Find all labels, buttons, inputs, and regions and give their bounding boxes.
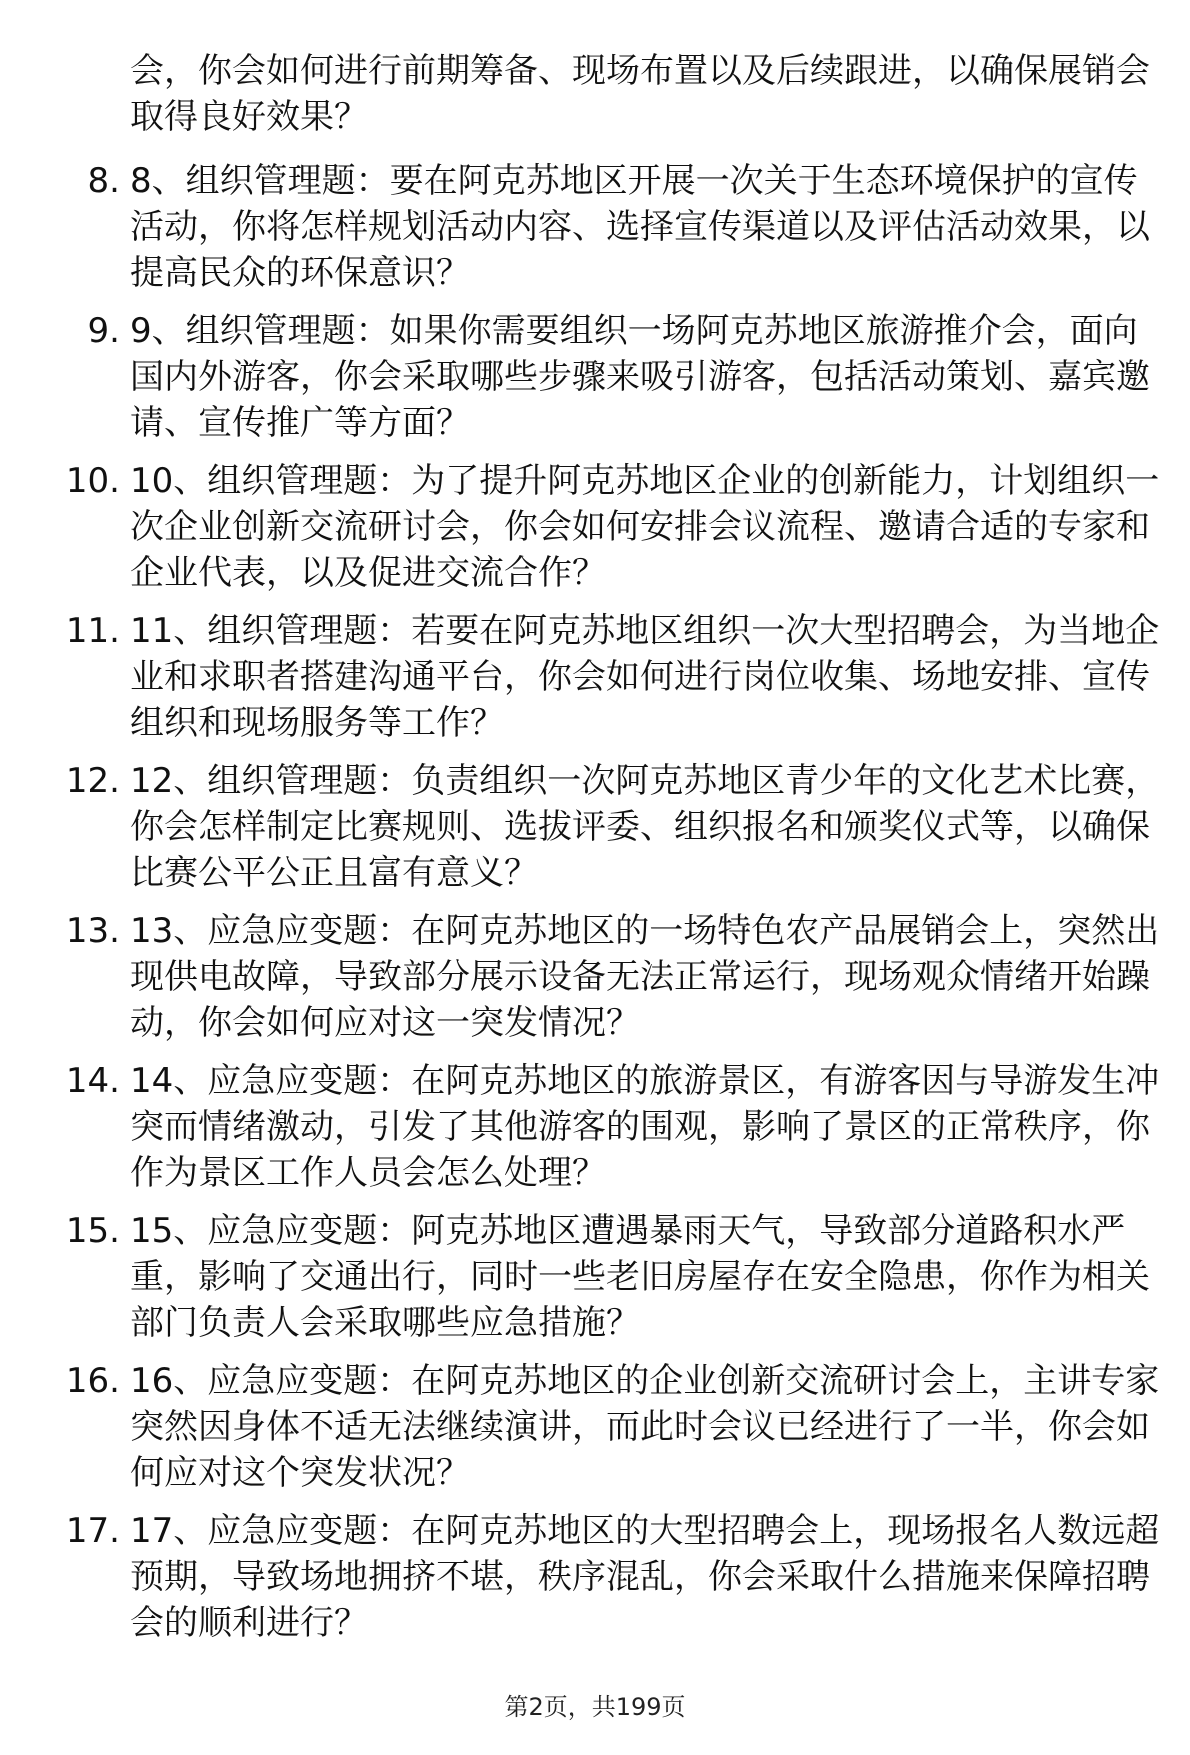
list-number: 10.	[65, 461, 120, 501]
question-text: 16、应急应变题：在阿克苏地区的企业创新交流研讨会上，主讲专家突然因身体不适无法继续演讲，而此时会议已经进行了一半，你会如何应对这个突发状况？	[130, 1361, 1160, 1493]
list-number: 8.	[87, 161, 120, 201]
list-number: 9.	[87, 311, 120, 351]
list-item	[0, 758, 1190, 896]
list-item	[0, 1208, 1190, 1346]
question-text: 9、组织管理题：如果你需要组织一场阿克苏地区旅游推介会，面向国内外游客，你会采取哪些步骤来吸引游客，包括活动策划、嘉宾邀请、宣传推广等方面？	[130, 311, 1150, 443]
question-text: 14、应急应变题：在阿克苏地区的旅游景区，有游客因与导游发生冲突而情绪激动，引发了其他游客的围观，影响了景区的正常秩序，你作为景区工作人员会怎么处理？	[130, 1061, 1160, 1193]
list-item	[0, 908, 1190, 1046]
list-number: 11.	[65, 611, 120, 651]
question-text: 10、组织管理题：为了提升阿克苏地区企业的创新能力，计划组织一次企业创新交流研讨会，你会如何安排会议流程、邀请合适的专家和企业代表，以及促进交流合作？	[130, 461, 1160, 593]
continued-question-text: 会，你会如何进行前期筹备、现场布置以及后续跟进，以确保展销会取得良好效果？	[130, 51, 1150, 137]
question-text: 12、组织管理题：负责组织一次阿克苏地区青少年的文化艺术比赛，你会怎样制定比赛规则、选拔评委、组织报名和颁奖仪式等，以确保比赛公平公正且富有意义？	[130, 761, 1160, 893]
list-number: 15.	[65, 1211, 120, 1251]
list-item	[0, 1358, 1190, 1496]
list-number: 12.	[65, 761, 120, 801]
list-item	[0, 1508, 1190, 1646]
list-number: 16.	[65, 1361, 120, 1401]
question-text: 15、应急应变题：阿克苏地区遭遇暴雨天气，导致部分道路积水严重，影响了交通出行，同时一些老旧房屋存在安全隐患，你作为相关部门负责人会采取哪些应急措施？	[130, 1211, 1150, 1343]
list-item	[0, 1058, 1190, 1196]
question-text: 11、组织管理题：若要在阿克苏地区组织一次大型招聘会，为当地企业和求职者搭建沟通平台，你会如何进行岗位收集、场地安排、宣传组织和现场服务等工作？	[130, 611, 1160, 743]
question-text: 17、应急应变题：在阿克苏地区的大型招聘会上，现场报名人数远超预期，导致场地拥挤不堪，秩序混乱，你会采取什么措施来保障招聘会的顺利进行？	[130, 1511, 1160, 1643]
question-text: 8、组织管理题：要在阿克苏地区开展一次关于生态环境保护的宣传活动，你将怎样规划活动内容、选择宣传渠道以及评估活动效果，以提高民众的环保意识？	[130, 161, 1150, 293]
list-number: 14.	[65, 1061, 120, 1101]
question-list	[0, 158, 1190, 1658]
list-item	[0, 458, 1190, 596]
list-number: 17.	[65, 1511, 120, 1551]
list-item	[0, 608, 1190, 746]
list-item	[0, 158, 1190, 296]
question-text: 13、应急应变题：在阿克苏地区的一场特色农产品展销会上，突然出现供电故障，导致部分展示设备无法正常运行，现场观众情绪开始躁动，你会如何应对这一突发情况？	[130, 911, 1160, 1043]
list-item	[0, 308, 1190, 446]
list-number: 13.	[65, 911, 120, 951]
page-footer: 第2页，共199页	[504, 1693, 686, 1721]
